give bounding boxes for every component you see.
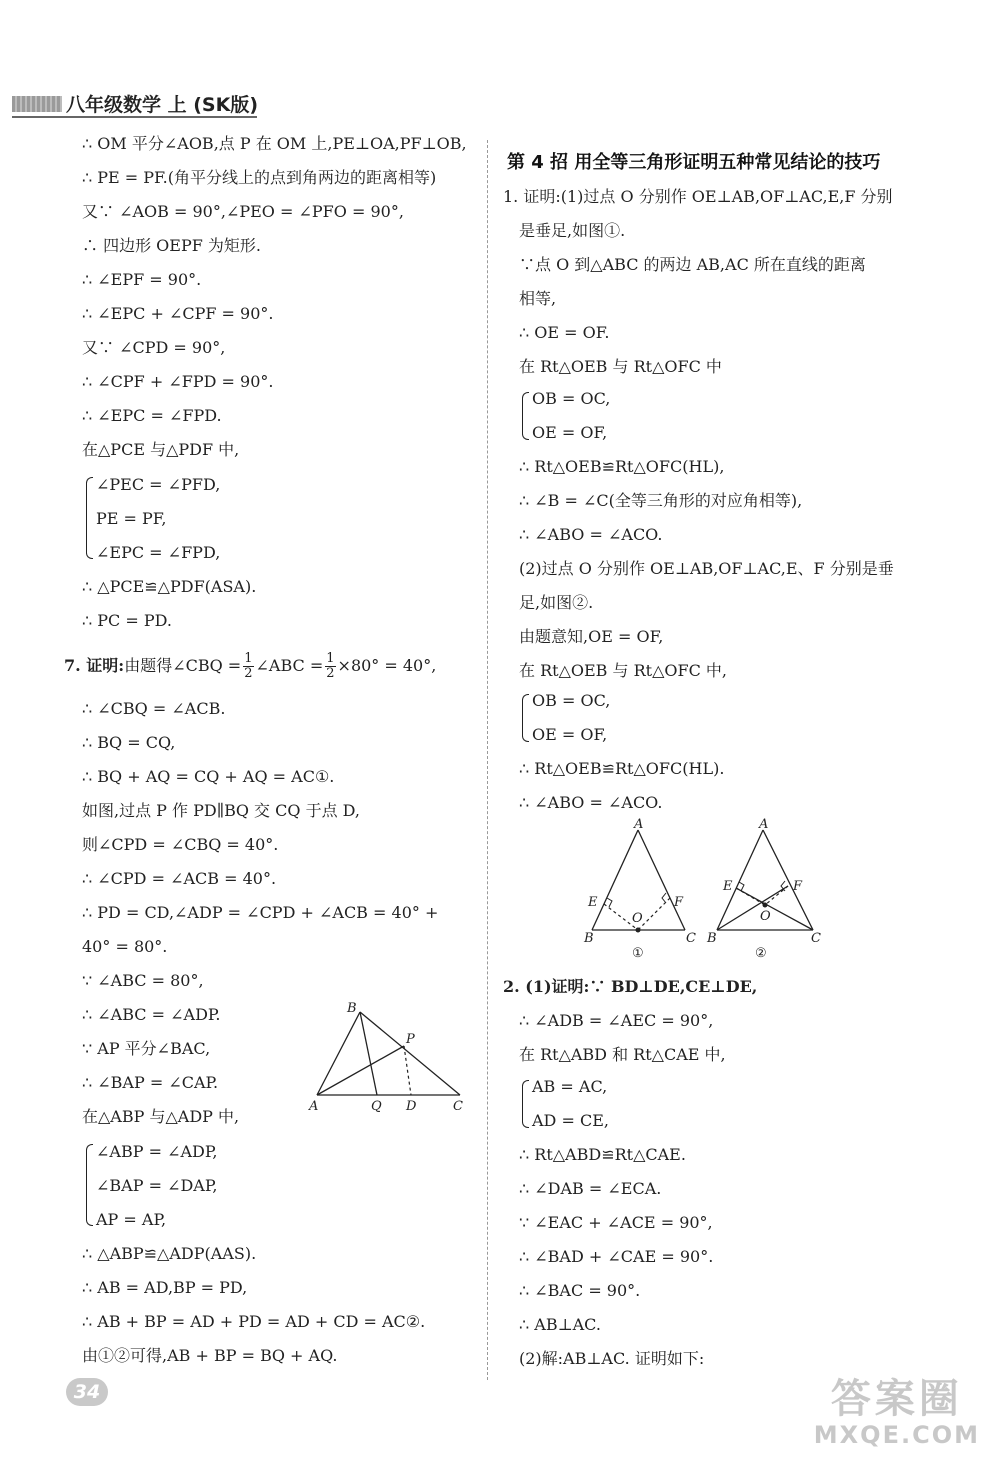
label-b: B [347, 1001, 357, 1016]
label-p: P [406, 1032, 415, 1047]
fraction-numerator: 1 [326, 651, 335, 666]
label-e: E [588, 895, 598, 910]
text-line: 是垂足,如图①. [519, 221, 626, 240]
text-line: 则∠CPD = ∠CBQ = 40°. [82, 835, 279, 854]
system-line: OE = OF, [532, 423, 608, 442]
text-line: 在△PCE 与△PDF 中, [82, 440, 240, 459]
text-line: ∴ ∠CPD = ∠ACB = 40°. [82, 869, 277, 888]
text-line: ∴ ∠BAP = ∠CAP. [82, 1073, 219, 1092]
text-line: 又∵ ∠AOB = 90°,∠PEO = ∠PFO = 90°, [82, 202, 404, 221]
text-line: 在△ABP 与△ADP 中, [82, 1107, 240, 1126]
label-o: O [760, 909, 771, 924]
text-line: ∴ ∠ADB = ∠AEC = 90°, [519, 1011, 714, 1030]
text-line: ∴ OM 平分∠AOB,点 P 在 OM 上,PE⊥OA,PF⊥OB, [82, 134, 467, 153]
text-line: ∵ AP 平分∠BAC, [82, 1039, 211, 1058]
text-line: 40° = 80°. [82, 937, 168, 956]
triangle-figure-q7 [305, 1000, 475, 1115]
text-span: ×80° = 40°, [337, 656, 437, 675]
text-line: ∴ BQ + AQ = CQ + AQ = AC①. [82, 767, 335, 786]
section-title: 第 4 招 用全等三角形证明五种常见结论的技巧 [507, 152, 881, 173]
text-line: ∴ 四边形 OEPF 为矩形. [82, 236, 262, 255]
problem-7-statement [64, 652, 436, 681]
text-line: ∴ ∠ABO = ∠ACO. [519, 793, 663, 812]
text-line: ∴ ∠EPC + ∠CPF = 90°. [82, 304, 274, 323]
triangle-figure-2 [703, 818, 828, 963]
label-d: D [406, 1099, 417, 1114]
text-line: 如图,过点 P 作 PD∥BQ 交 CQ 于点 D, [82, 801, 361, 820]
system-line: ∠BAP = ∠DAP, [96, 1176, 218, 1195]
header-rule [12, 116, 257, 118]
point-o [636, 928, 641, 933]
right-angle-mark [662, 893, 666, 903]
text-line: ∴ ∠EPF = 90°. [82, 270, 202, 289]
right-angle-mark [607, 898, 612, 907]
text-line: 1. 证明:(1)过点 O 分别作 OE⊥AB,OF⊥AC,E,F 分别 [503, 187, 893, 206]
text-line: ∴ ∠BAD + ∠CAE = 90°. [519, 1247, 714, 1266]
page-header-title: 八年级数学 上 (SK版) [66, 94, 259, 116]
system-line: PE = PF, [96, 509, 167, 528]
text-line: 足,如图②. [519, 593, 594, 612]
label-b: B [584, 931, 594, 946]
text-line: ∴ ∠DAB = ∠ECA. [519, 1179, 662, 1198]
column-divider [487, 140, 488, 1380]
text-line: ∴ Rt△OEB≌Rt△OFC(HL). [519, 759, 725, 778]
page-number: 34 [66, 1378, 108, 1406]
text-line: ∴ ∠CBQ = ∠ACB. [82, 699, 226, 718]
text-line: ∴ BQ = CQ, [82, 733, 176, 752]
text-line: ∵点 O 到△ABC 的两边 AB,AC 所在直线的距离 [519, 255, 866, 274]
text-span: 由题得∠CBQ = [124, 656, 242, 675]
text-line: ∴ PC = PD. [82, 611, 172, 630]
segment-ac [638, 830, 685, 930]
text-line: 在 Rt△OEB 与 Rt△OFC 中, [519, 661, 728, 680]
fraction-denominator: 2 [244, 666, 253, 681]
label-a: A [759, 818, 769, 832]
problem-label: 7. 证明: [64, 656, 125, 675]
text-line: 由①②可得,AB + BP = BQ + AQ. [82, 1346, 338, 1365]
equation-brace [86, 477, 93, 559]
system-line: AP = AP, [96, 1210, 167, 1229]
text-line: ∴ ∠ABO = ∠ACO. [519, 525, 663, 544]
text-line: (2)过点 O 分别作 OE⊥AB,OF⊥AC,E、F 分别是垂 [519, 559, 894, 578]
fraction-numerator: 1 [244, 651, 253, 666]
text-line: 又∵ ∠CPD = 90°, [82, 338, 226, 357]
text-line: ∴ AB + BP = AD + PD = AD + CD = AC②. [82, 1312, 426, 1331]
equation-brace [522, 1080, 529, 1128]
text-line: 由题意知,OE = OF, [519, 627, 664, 646]
text-line: ∴ AB = AD,BP = PD, [82, 1278, 248, 1297]
fraction [325, 652, 335, 681]
system-line: AB = AC, [532, 1077, 608, 1096]
triangle-figure-1 [580, 818, 705, 963]
equation-brace [522, 694, 529, 742]
text-line: 在 Rt△ABD 和 Rt△CAE 中, [519, 1045, 726, 1064]
text-line: 2. (1)证明:∵ BD⊥DE,CE⊥DE, [503, 977, 758, 996]
watermark-url: MXQE.COM [813, 1421, 980, 1449]
text-line: ∴ Rt△OEB≌Rt△OFC(HL), [519, 457, 725, 476]
system-line: OB = OC, [532, 389, 611, 408]
watermark-logo [814, 1377, 980, 1449]
text-line: ∴ PE = PF.(角平分线上的点到角两边的距离相等) [82, 168, 437, 187]
fraction-denominator: 2 [326, 666, 335, 681]
text-line: ∴ PD = CD,∠ADP = ∠CPD + ∠ACB = 40° + [82, 903, 439, 922]
text-line: ∴ △PCE≌△PDF(ASA). [82, 577, 257, 596]
text-line: ∴ ∠ABC = ∠ADP. [82, 1005, 221, 1024]
label-c: C [453, 1099, 463, 1114]
figure-caption: ① [632, 946, 644, 961]
text-line: ∴ Rt△ABD≌Rt△CAE. [519, 1145, 686, 1164]
text-line: 在 Rt△OEB 与 Rt△OFC 中 [519, 357, 722, 376]
text-line: ∴ ∠BAC = 90°. [519, 1281, 641, 1300]
label-q: Q [371, 1099, 382, 1114]
label-f: F [674, 895, 684, 910]
text-line: ∵ ∠ABC = 80°, [82, 971, 204, 990]
system-line: ∠EPC = ∠FPD, [96, 543, 221, 562]
system-line: ∠ABP = ∠ADP, [96, 1142, 218, 1161]
label-c: C [811, 931, 821, 946]
system-line: OE = OF, [532, 725, 608, 744]
text-line: ∴ △ABP≌△ADP(AAS). [82, 1244, 257, 1263]
header-decoration [12, 96, 62, 112]
text-line: ∴ OE = OF. [519, 323, 610, 342]
text-span: ∠ABC = [255, 656, 324, 675]
text-line: ∵ ∠EAC + ∠ACE = 90°, [519, 1213, 713, 1232]
text-line: 相等, [519, 289, 557, 308]
equation-brace [86, 1144, 93, 1226]
figure-caption: ② [755, 946, 767, 961]
equation-brace [522, 392, 529, 440]
text-line: ∴ ∠B = ∠C(全等三角形的对应角相等), [519, 491, 803, 510]
label-a: A [309, 1099, 319, 1114]
watermark-text: 答案圈 [830, 1376, 963, 1422]
label-f: F [793, 879, 803, 894]
text-line: ∴ AB⊥AC. [519, 1315, 601, 1334]
label-e: E [723, 879, 733, 894]
label-c: C [686, 931, 696, 946]
point-o [763, 903, 768, 908]
fraction [243, 652, 253, 681]
label-o: O [632, 911, 643, 926]
system-line: AD = CE, [532, 1111, 609, 1130]
text-line: ∴ ∠EPC = ∠FPD. [82, 406, 222, 425]
system-line: ∠PEC = ∠PFD, [96, 475, 221, 494]
text-line: (2)解:AB⊥AC. 证明如下: [519, 1349, 705, 1368]
label-a: A [634, 818, 644, 832]
system-line: OB = OC, [532, 691, 611, 710]
label-b: B [707, 931, 717, 946]
text-line: ∴ ∠CPF + ∠FPD = 90°. [82, 372, 274, 391]
